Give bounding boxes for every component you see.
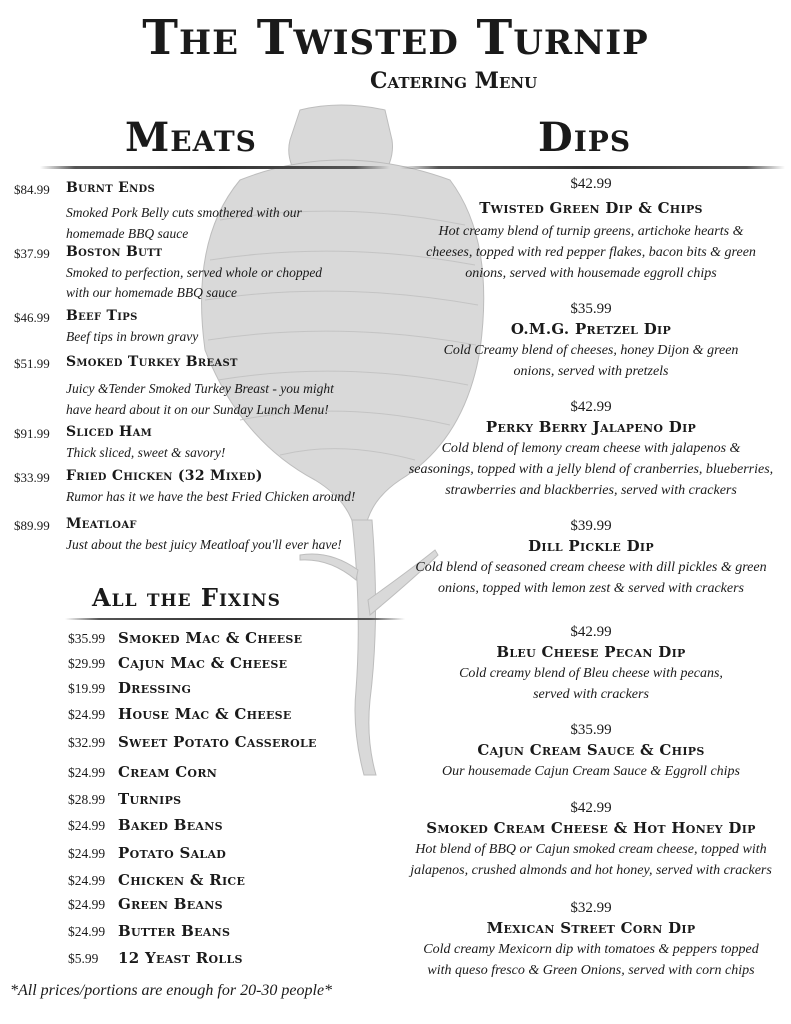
- dip-item: [395, 176, 787, 284]
- fixin-price: $24.99: [68, 765, 106, 780]
- fixin-price: $24.99: [68, 897, 106, 912]
- meat-price: $51.99: [14, 356, 50, 371]
- meat-item: [14, 308, 404, 354]
- dip-desc: Our housemade Cajun Cream Sauce & Eggroll chips: [442, 764, 740, 779]
- fixin-item: [68, 762, 217, 781]
- fixin-item: [68, 870, 245, 889]
- dip-desc: Cold blend of lemony cream cheese with jalapenos &: [441, 441, 741, 456]
- fixin-price: $19.99: [68, 681, 106, 696]
- fixin-price: $5.99: [68, 951, 99, 966]
- meat-desc: Juicy &Tender Smoked Turkey Breast - you might: [66, 381, 334, 396]
- dip-price: $42.99: [570, 800, 612, 816]
- dip-desc: Cold Creamy blend of cheeses, honey Dijon & green: [443, 343, 739, 358]
- dip-item: [395, 301, 787, 382]
- meat-name: Burnt Ends: [66, 180, 156, 196]
- meat-desc: Smoked to perfection, served whole or chopped: [66, 265, 323, 280]
- dip-desc: Hot creamy blend of turnip greens, artichoke hearts &: [438, 224, 744, 239]
- fixin-price: $28.99: [68, 792, 106, 807]
- dip-price: $42.99: [570, 624, 612, 640]
- fixin-name: Baked Beans: [118, 816, 223, 834]
- dip-desc: served with crackers: [533, 687, 649, 702]
- fixin-name: House Mac & Cheese: [118, 705, 292, 723]
- meat-name: Boston Butt: [66, 244, 163, 260]
- meat-name: Sliced Ham: [66, 424, 153, 440]
- meat-desc: Thick sliced, sweet & savory!: [66, 445, 226, 460]
- fixin-name: Cream Corn: [118, 763, 218, 781]
- dip-name: Dill Pickle Dip: [528, 537, 654, 555]
- fixin-name: Turnips: [118, 790, 182, 808]
- fixin-name: Butter Beans: [118, 922, 231, 940]
- fixin-name: Sweet Potato Casserole: [118, 733, 317, 751]
- meat-name: Meatloaf: [66, 516, 137, 532]
- fixin-price: $24.99: [68, 818, 106, 833]
- dip-name: Perky Berry Jalapeno Dip: [485, 418, 697, 436]
- fixin-price: $29.99: [68, 656, 106, 671]
- dip-desc: cheeses, topped with red pepper flakes, bacon bits & green: [426, 245, 756, 260]
- dip-desc: Cold creamy Mexicorn dip with tomatoes & peppers topped: [423, 942, 759, 957]
- meat-desc: have heard about it on our Sunday Lunch Menu!: [66, 402, 329, 417]
- meat-desc: Just about the best juicy Meatloaf you'll ever have!: [66, 537, 342, 552]
- dip-item: [395, 624, 787, 705]
- meat-item: [14, 468, 404, 516]
- meat-name: Fried Chicken (32 Mixed): [66, 468, 263, 484]
- dip-desc: Hot blend of BBQ or Cajun smoked cream cheese, topped with: [415, 842, 767, 857]
- fixin-item: [68, 653, 287, 672]
- meat-price: $91.99: [14, 426, 50, 441]
- meat-price: $84.99: [14, 182, 50, 197]
- dip-desc: strawberries and blackberries, served with crackers: [445, 483, 737, 498]
- meat-desc: Rumor has it we have the best Fried Chicken around!: [66, 489, 356, 504]
- meat-item: [14, 180, 404, 244]
- dip-name: Twisted Green Dip & Chips: [479, 199, 703, 217]
- meat-name: Beef Tips: [66, 308, 138, 324]
- dip-desc: Cold creamy blend of Bleu cheese with pecans,: [459, 666, 723, 681]
- meat-item: [14, 424, 404, 468]
- meat-desc: Beef tips in brown gravy: [66, 329, 199, 344]
- fixin-price: $24.99: [68, 924, 106, 939]
- dip-item: [395, 900, 787, 981]
- dip-desc: seasonings, topped with a jelly blend of cranberries, blueberries,: [408, 462, 774, 477]
- dip-item: [395, 399, 787, 501]
- fixin-name: 12 Yeast Rolls: [118, 949, 243, 967]
- dip-name: Smoked Cream Cheese & Hot Honey Dip: [426, 819, 756, 837]
- dip-desc: jalapenos, crushed almonds and hot honey, served with crackers: [410, 863, 772, 878]
- fixin-price: $35.99: [68, 631, 106, 646]
- fixins-rule: [65, 618, 405, 620]
- meat-item: [14, 354, 404, 424]
- fixin-item: [68, 948, 243, 967]
- meat-name: Smoked Turkey Breast: [66, 354, 238, 370]
- fixin-item: [68, 815, 223, 834]
- dip-name: Bleu Cheese Pecan Dip: [496, 643, 686, 661]
- fixin-price: $24.99: [68, 707, 106, 722]
- fixin-item: [68, 843, 226, 862]
- restaurant-title: The Twisted Turnip: [142, 10, 649, 66]
- footnote: *All prices/portions are enough for 20-30 people*: [10, 982, 333, 999]
- fixin-item: [68, 894, 223, 913]
- fixin-name: Dressing: [118, 679, 192, 697]
- dip-name: Mexican Street Corn Dip: [486, 919, 696, 937]
- meats-list: [14, 180, 404, 560]
- dip-desc: Cold blend of seasoned cream cheese with dill pickles & green: [415, 560, 767, 575]
- fixin-price: $32.99: [68, 735, 106, 750]
- meat-desc: with our homemade BBQ sauce: [66, 285, 237, 300]
- dip-price: $42.99: [570, 399, 612, 415]
- dip-desc: onions, served with housemade eggroll chips: [465, 266, 717, 281]
- dip-item: [395, 518, 787, 599]
- fixin-price: $24.99: [68, 846, 106, 861]
- dip-price: $42.99: [570, 176, 612, 192]
- meat-desc: Smoked Pork Belly cuts smothered with our: [66, 205, 302, 220]
- dip-desc: with queso fresco & Green Onions, served with corn chips: [427, 963, 755, 978]
- fixin-item: [68, 921, 230, 940]
- dip-item: [395, 722, 787, 782]
- dip-price: $35.99: [570, 722, 612, 738]
- meat-price: $37.99: [14, 246, 50, 261]
- dip-name: Cajun Cream Sauce & Chips: [477, 741, 705, 759]
- fixin-item: [68, 704, 292, 723]
- fixin-price: $24.99: [68, 873, 106, 888]
- fixins-heading: All the Fixins: [92, 583, 281, 612]
- meat-desc: homemade BBQ sauce: [66, 226, 189, 241]
- meat-price: $33.99: [14, 470, 50, 485]
- meat-price: $89.99: [14, 518, 50, 533]
- menu-subtitle: Catering Menu: [370, 68, 538, 94]
- dip-name: O.M.G. Pretzel Dip: [510, 320, 672, 338]
- meat-price: $46.99: [14, 310, 50, 325]
- dip-price: $32.99: [570, 900, 612, 916]
- dips-rule: [400, 166, 785, 169]
- fixin-item: [68, 732, 317, 751]
- meats-heading: Meats: [125, 114, 257, 161]
- fixin-name: Green Beans: [118, 895, 223, 913]
- meat-item: [14, 516, 404, 560]
- dip-price: $35.99: [570, 301, 612, 317]
- dip-desc: onions, topped with lemon zest & served with crackers: [437, 581, 745, 596]
- fixin-item: [68, 789, 181, 808]
- fixin-item: [68, 628, 302, 647]
- fixin-name: Cajun Mac & Cheese: [118, 654, 288, 672]
- fixin-item: [68, 678, 191, 697]
- dips-heading: Dips: [538, 114, 632, 161]
- fixin-name: Chicken & Rice: [118, 871, 246, 889]
- dip-item: [395, 800, 787, 881]
- dip-desc: onions, served with pretzels: [513, 364, 669, 379]
- dip-price: $39.99: [570, 518, 612, 534]
- meats-rule: [40, 166, 390, 169]
- fixin-name: Potato Salad: [118, 844, 227, 862]
- meat-item: [14, 244, 404, 308]
- fixin-name: Smoked Mac & Cheese: [118, 629, 303, 647]
